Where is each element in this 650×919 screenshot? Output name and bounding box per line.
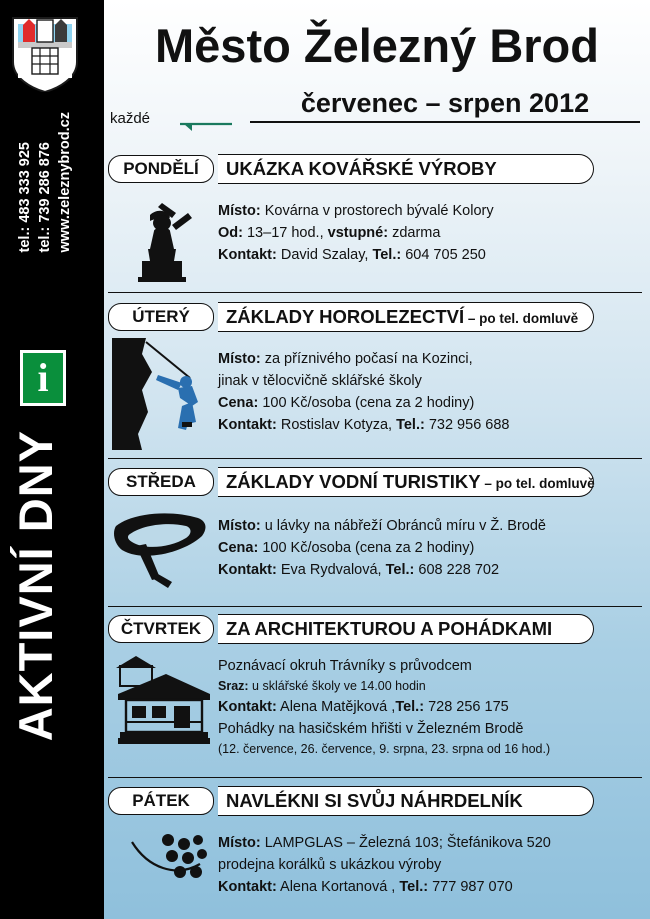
- day-title-friday: [218, 786, 594, 816]
- day-title-tuesday: [218, 302, 594, 332]
- timber-house-icon: [112, 652, 212, 757]
- tuesday-contact-label: Kontakt:: [218, 417, 277, 433]
- page-subtitle: červenec – srpen 2012: [250, 88, 640, 123]
- friday-contact-label: Kontakt:: [218, 879, 277, 895]
- day-label-wednesday: STŘEDA: [108, 468, 214, 496]
- wednesday-price-label: Cena:: [218, 540, 259, 556]
- contact-vertical-block: [14, 112, 74, 252]
- wednesday-contact-label: Kontakt:: [218, 562, 277, 578]
- monday-contact-label: Kontakt:: [218, 247, 277, 263]
- friday-place-value: LAMPGLAS – Železná 103; Štefánikova 520: [260, 835, 551, 851]
- detail-thursday: [218, 655, 550, 759]
- monday-fee-label: vstupné:: [327, 225, 389, 241]
- divider-2: [108, 458, 642, 459]
- tuesday-contact-value: Rostislav Kotyza,: [276, 417, 397, 433]
- wednesday-place-label: Místo:: [218, 518, 261, 534]
- monday-fee-value: zdarma: [388, 225, 441, 241]
- vertical-title-block: [8, 430, 98, 900]
- monday-place-label: Místo:: [218, 203, 261, 219]
- website[interactable]: www.zeleznybrod.cz: [57, 112, 73, 253]
- monday-time-value: 13–17 hod.,: [242, 225, 328, 241]
- town-crest-icon: [10, 12, 80, 92]
- climber-icon: [112, 338, 212, 450]
- tuesday-place-value: za příznivého počasí na Kozinci,: [260, 351, 473, 367]
- day-label-friday: PÁTEK: [108, 787, 214, 815]
- kazde-label: každé: [110, 110, 151, 127]
- tuesday-tel-label: Tel.:: [396, 417, 425, 433]
- day-title-monday: [218, 154, 594, 184]
- day-title-thursday-text: ZA ARCHITEKTUROU A POHÁDKAMI: [226, 618, 553, 639]
- friday-tel-label: Tel.:: [399, 879, 429, 895]
- information-icon: [20, 350, 66, 406]
- friday-tel-value: 777 987 070: [428, 879, 513, 895]
- friday-contact-value: Alena Kortanová ,: [276, 879, 400, 895]
- divider-1: [108, 292, 642, 293]
- friday-line-2: prodejna korálků s ukázkou výroby: [218, 857, 442, 873]
- thursday-contact-value: Alena Matějková ,: [276, 699, 396, 715]
- wednesday-contact-value: Eva Rydvalová,: [276, 562, 386, 578]
- thursday-contact-label: Kontakt:: [218, 699, 277, 715]
- wednesday-tel-label: Tel.:: [385, 562, 415, 578]
- day-title-monday-text: UKÁZKA KOVÁŘSKÉ VÝROBY: [226, 158, 497, 179]
- thursday-line-5: (12. července, 26. července, 9. srpna, 23. srpna od 16 hod.): [218, 742, 551, 756]
- thursday-tel-value: 728 256 175: [424, 699, 509, 715]
- day-label-thursday: ČTVRTEK: [108, 615, 214, 643]
- monday-tel-value: 604 705 250: [401, 247, 486, 263]
- info-glyph: i: [37, 355, 49, 400]
- thursday-meet-label: Sraz:: [218, 679, 249, 693]
- day-title-thursday: [218, 614, 594, 644]
- thursday-line-4: Pohádky na hasičském hřišti v Železném Brodě: [218, 721, 524, 737]
- day-label-tuesday: ÚTERÝ: [108, 303, 214, 331]
- thursday-line-1: Poznávací okruh Trávníky s průvodcem: [218, 658, 472, 674]
- divider-4: [108, 777, 642, 778]
- divider-3: [108, 606, 642, 607]
- day-note-wednesday: – po tel. domluvě: [480, 476, 595, 491]
- thursday-tel-label: Tel.:: [395, 699, 425, 715]
- wednesday-tel-value: 608 228 702: [414, 562, 500, 578]
- detail-tuesday: [218, 348, 509, 436]
- wednesday-price-value: 100 Kč/osoba (cena za 2 hodiny): [258, 540, 475, 556]
- tuesday-place-label: Místo:: [218, 351, 261, 367]
- left-sidebar: [0, 0, 104, 919]
- page-title: Město Železný Brod: [155, 19, 599, 72]
- tuesday-place-value-2: jinak v tělocvičně sklářské školy: [218, 373, 422, 389]
- day-title-wednesday: [218, 467, 594, 497]
- day-title-wednesday-text: ZÁKLADY VODNÍ TURISTIKY: [226, 471, 481, 492]
- day-title-tuesday-text: ZÁKLADY HOROLEZECTVÍ: [226, 306, 465, 327]
- detail-wednesday: [218, 515, 546, 581]
- canoe-icon: [112, 502, 212, 592]
- blacksmith-icon: [120, 195, 210, 285]
- day-note-tuesday: – po tel. domluvě: [464, 311, 579, 326]
- monday-tel-label: Tel.:: [372, 247, 402, 263]
- thursday-meet-value: u sklářské školy ve 14.00 hodin: [248, 679, 426, 693]
- vertical-title: AKTIVNÍ DNY: [9, 430, 62, 742]
- monday-place-value: Kovárna v prostorech bývalé Kolory: [260, 203, 494, 219]
- monday-time-label: Od:: [218, 225, 243, 241]
- day-label-monday: PONDĚLÍ: [108, 155, 214, 183]
- tuesday-price-value: 100 Kč/osoba (cena za 2 hodiny): [258, 395, 475, 411]
- tuesday-tel-value: 732 956 688: [424, 417, 510, 433]
- monday-contact-value: David Szalay,: [276, 247, 373, 263]
- detail-monday: [218, 200, 494, 266]
- phone-1: tel.: 483 333 925: [17, 142, 33, 253]
- arrow-icon: [180, 122, 240, 132]
- friday-place-label: Místo:: [218, 835, 261, 851]
- wednesday-place-value: u lávky na nábřeží Obránců míru v Ž. Brodě: [260, 518, 546, 534]
- necklace-icon: [128, 828, 214, 890]
- phone-2: tel.: 739 286 876: [37, 142, 53, 253]
- detail-friday: [218, 832, 551, 898]
- tuesday-price-label: Cena:: [218, 395, 259, 411]
- day-title-friday-text: NAVLÉKNI SI SVŮJ NÁHRDELNÍK: [226, 790, 523, 811]
